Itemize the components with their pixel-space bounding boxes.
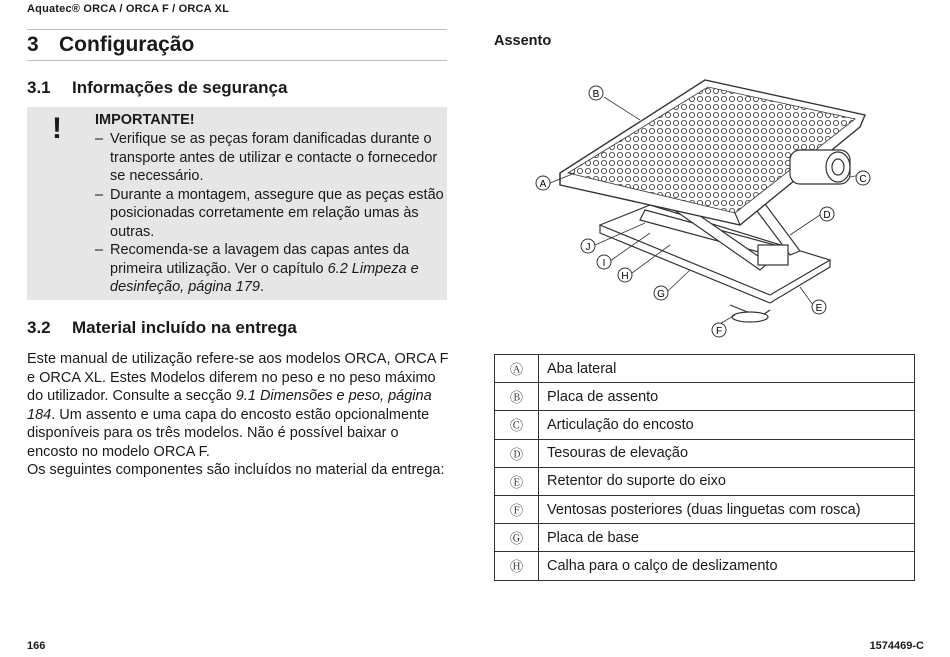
notice-item-tail: .: [259, 279, 264, 295]
callout-letter: D: [823, 210, 831, 221]
part-label: Tesouras de elevação: [539, 439, 915, 467]
callout-a: [536, 176, 550, 190]
page-number: 166: [27, 640, 46, 652]
part-label: Ventosas posteriores (duas linguetas com rosca): [539, 495, 915, 523]
paragraph: Os seguintes componentes são incluídos no material da entrega:: [27, 462, 445, 478]
part-label: Articulação do encosto: [539, 411, 915, 439]
notice-title: IMPORTANTE!: [95, 112, 195, 128]
table-row: [495, 495, 915, 523]
notice-item: [95, 130, 445, 186]
notice-item-text: Recomenda-se a lavagem das capas antes da primeira utilização. Ver o capítulo: [110, 242, 410, 277]
callout-j: [581, 239, 595, 253]
parts-table: [494, 354, 915, 581]
callout-letter: F: [715, 326, 723, 337]
table-row: [495, 552, 915, 580]
callout-letter: H: [621, 271, 629, 282]
notice-item-text: Verifique se as peças foram danificadas durante o transporte antes de utilizar e contacte o fornecedor se necessário.: [110, 131, 438, 184]
part-key: Ⓖ: [495, 524, 539, 552]
table-row: [495, 524, 915, 552]
part-key: Ⓓ: [495, 439, 539, 467]
callout-letter: A: [539, 179, 547, 190]
part-label: Aba lateral: [539, 355, 915, 383]
top-rule: [27, 29, 447, 30]
cross-reference-link[interactable]: 9.1 Dimensões e peso, página 184: [27, 388, 432, 423]
callout-c: [856, 171, 870, 185]
dash-bullet: –: [95, 131, 104, 147]
part-label: Retentor do suporte do eixo: [539, 467, 915, 495]
callout-letter: E: [815, 303, 823, 314]
part-label: Placa de assento: [539, 383, 915, 411]
paragraph-text: . Um assento e uma capa do encosto estão opcionalmente disponíveis para os três modelos. Não é possível baixar o encosto no modelo ORCA F.: [27, 406, 430, 460]
callout-h: [618, 268, 632, 282]
part-key: Ⓔ: [495, 467, 539, 495]
notice-item: [95, 186, 445, 242]
table-row: [495, 439, 915, 467]
document-id: 1574469-C: [869, 640, 924, 652]
paragraph-text: Este manual de utilização refere-se aos modelos ORCA, ORCA F e ORCA XL. Estes Modelos diferem no peso e no peso máximo do utilizador. Consulte a secção: [27, 351, 449, 404]
subsection-title: Material incluído na entrega: [72, 318, 297, 337]
part-label: Calha para o calço de deslizamento: [539, 552, 915, 580]
callout-letter: I: [602, 258, 606, 269]
dash-bullet: –: [95, 186, 104, 203]
table-row: [495, 383, 915, 411]
callout-e: [812, 300, 826, 314]
subsection-number: 3.1: [27, 78, 51, 97]
paragraph: [27, 350, 449, 461]
base-plate: [600, 205, 830, 322]
table-row: [495, 355, 915, 383]
part-key: Ⓑ: [495, 383, 539, 411]
callout-d: [820, 207, 834, 221]
callout-letter: J: [585, 242, 591, 253]
body-paragraphs: [27, 350, 449, 480]
part-key: Ⓗ: [495, 552, 539, 580]
callout-g: [654, 286, 668, 300]
callout-b: [589, 86, 603, 100]
subsection-number: 3.2: [27, 318, 51, 337]
part-label: Placa de base: [539, 524, 915, 552]
backrest-joint: [790, 150, 850, 184]
part-key: Ⓒ: [495, 411, 539, 439]
part-key: Ⓐ: [495, 355, 539, 383]
section-title: Configuração: [59, 33, 195, 56]
table-row: [495, 467, 915, 495]
table-row: [495, 411, 915, 439]
section-heading: [27, 33, 194, 57]
seat-illustration: [520, 55, 880, 345]
notice-list: [95, 130, 445, 297]
running-header: Aquatec® ORCA / ORCA F / ORCA XL: [27, 3, 230, 15]
section-rule: [27, 60, 447, 61]
subsection-title: Informações de segurança: [72, 78, 288, 97]
callout-i: [597, 255, 611, 269]
section-number: 3: [27, 33, 39, 56]
cross-reference-link[interactable]: 6.2 Limpeza e desinfeção, página 179: [110, 260, 419, 295]
callout-f: [712, 323, 726, 337]
notice-item-text: Durante a montagem, assegure que as peças estão posicionadas corretamente em relação umas às outras.: [110, 186, 444, 240]
dash-bullet: –: [95, 242, 104, 258]
subsection-heading-delivery: [27, 318, 297, 338]
warning-exclamation-icon: !: [52, 112, 62, 145]
callout-letter: G: [657, 289, 665, 300]
subsection-heading-safety: [27, 78, 287, 98]
figure-title: Assento: [494, 33, 552, 49]
callout-letter: B: [592, 89, 600, 100]
notice-item: [95, 241, 445, 297]
callout-letter: C: [859, 174, 867, 185]
part-key: Ⓕ: [495, 495, 539, 523]
